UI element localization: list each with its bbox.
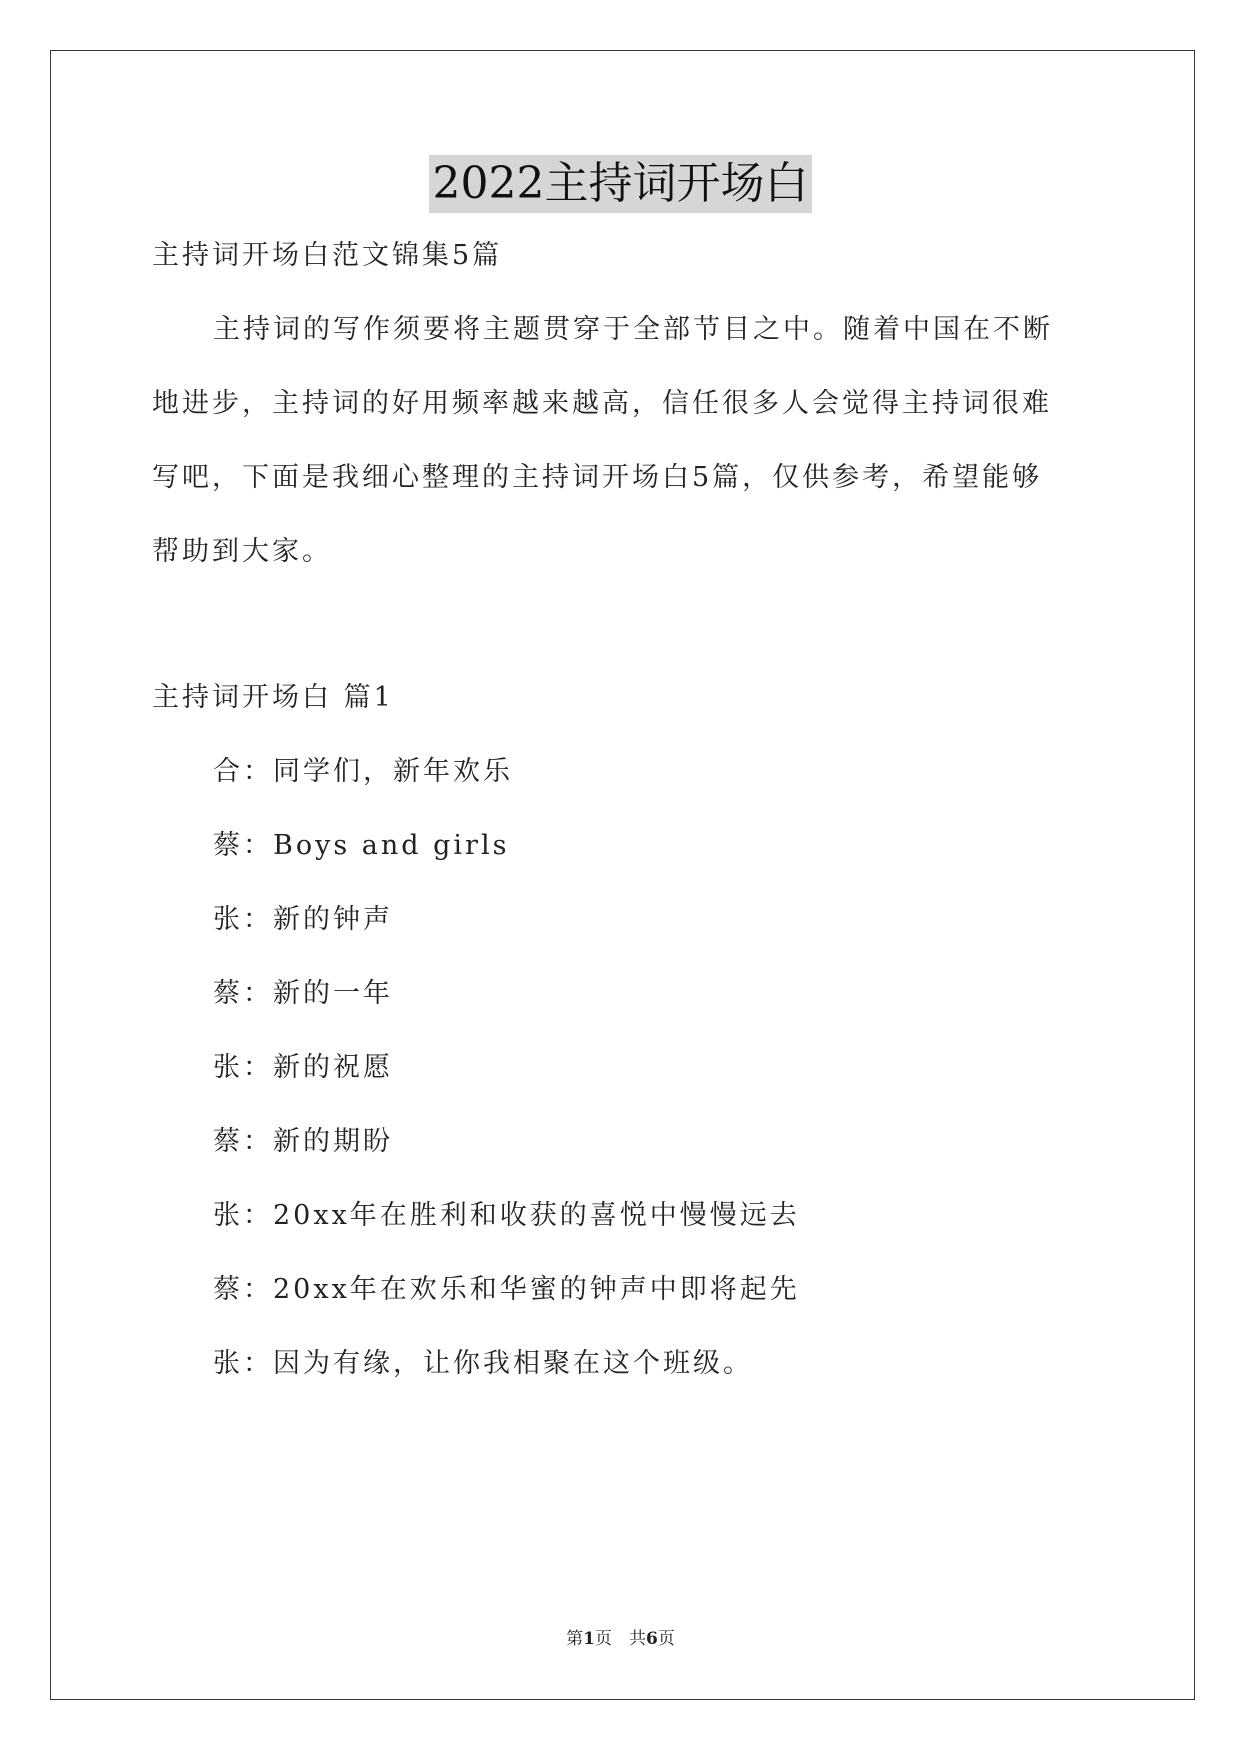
page-footer <box>0 1627 1241 1651</box>
intro-line-2: 地进步，主持词的好用频率越来越高，信任很多人会觉得主持词很难 <box>152 388 1052 419</box>
title-wrap <box>0 155 1241 213</box>
dialogue-line-3: 张：新的钟声 <box>213 904 393 935</box>
intro-line-4: 帮助到大家。 <box>152 536 332 567</box>
footer-total-pages: 6 <box>646 1629 658 1649</box>
dialogue-line-5: 张：新的祝愿 <box>213 1052 393 1083</box>
dialogue-line-4: 蔡：新的一年 <box>213 978 393 1009</box>
dialogue-line-9: 张：因为有缘，让你我相聚在这个班级。 <box>213 1348 753 1379</box>
footer-suffix: 页 <box>657 1629 675 1649</box>
subtitle: 主持词开场白范文锦集5篇 <box>152 240 503 271</box>
intro-line-1: 主持词的写作须要将主题贯穿于全部节目之中。随着中国在不断 <box>213 314 1053 345</box>
dialogue-line-7: 张：20xx年在胜利和收获的喜悦中慢慢远去 <box>213 1200 800 1231</box>
dialogue-line-6: 蔡：新的期盼 <box>213 1126 393 1157</box>
page-border <box>50 50 1195 1700</box>
document-title: 2022主持词开场白 <box>429 155 813 213</box>
section-heading: 主持词开场白 篇1 <box>152 682 394 713</box>
footer-prefix: 第 <box>566 1629 584 1649</box>
footer-middle: 页 共 <box>595 1629 646 1649</box>
intro-line-3: 写吧，下面是我细心整理的主持词开场白5篇，仅供参考，希望能够 <box>152 462 1043 493</box>
dialogue-line-8: 蔡：20xx年在欢乐和华蜜的钟声中即将起先 <box>213 1274 800 1305</box>
dialogue-line-2: 蔡：Boys and girls <box>213 830 510 861</box>
dialogue-line-1: 合：同学们，新年欢乐 <box>213 756 513 787</box>
footer-current-page: 1 <box>583 1629 595 1649</box>
